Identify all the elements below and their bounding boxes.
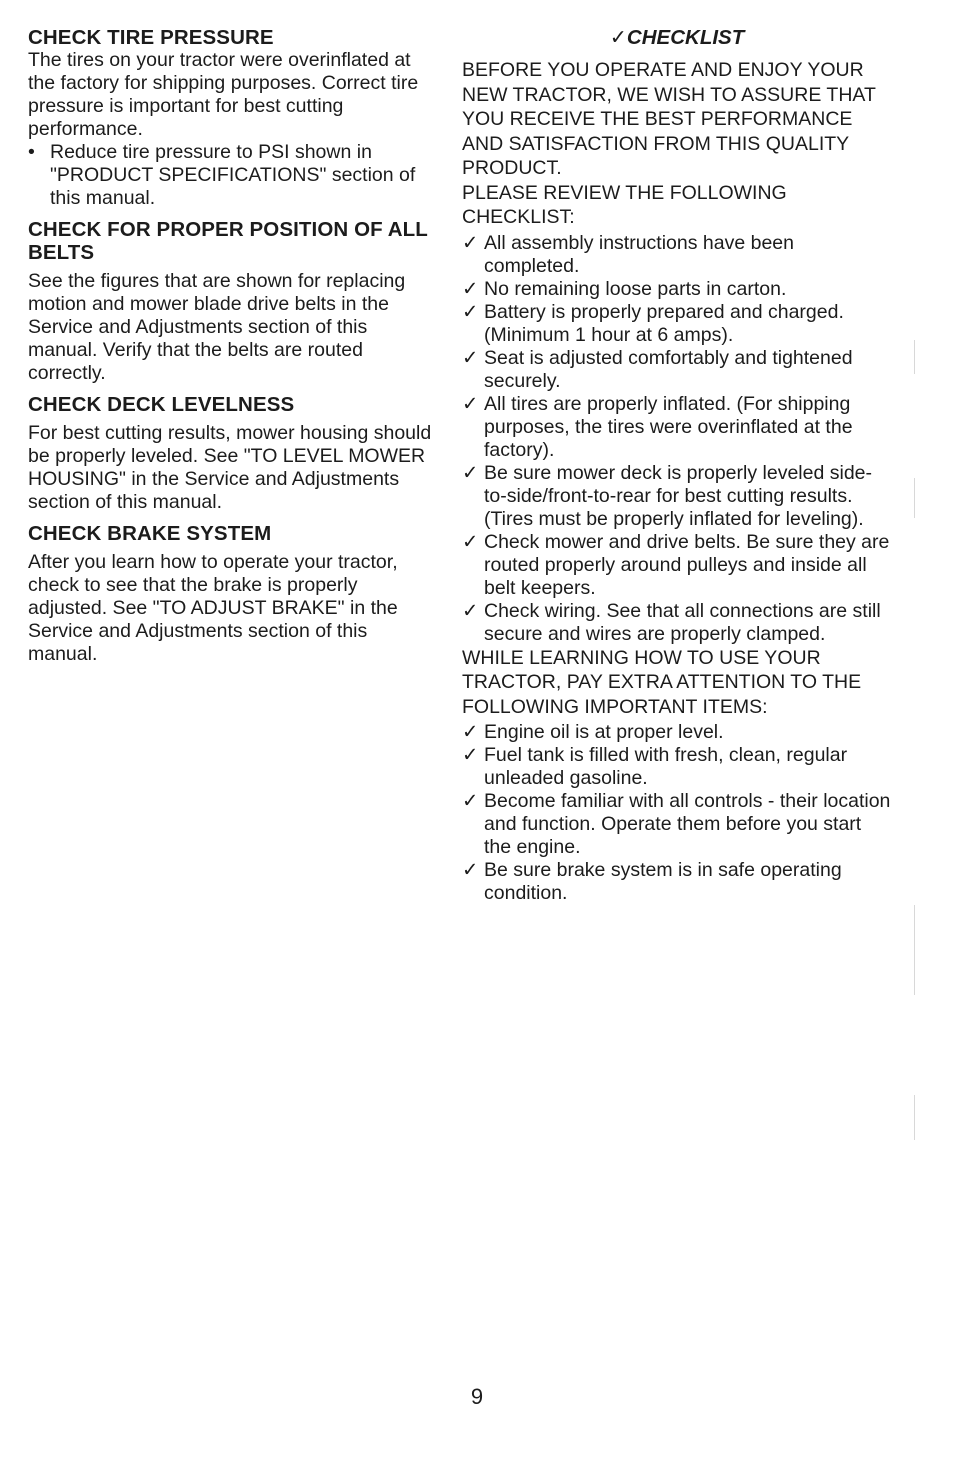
scan-edge-mark (914, 340, 915, 374)
list-item: ✓ Seat is adjusted comfortably and tightened securely. (462, 346, 853, 392)
tire-pressure-bullet (28, 141, 432, 210)
checklist-heading: ✓CHECKLIST (609, 26, 745, 49)
check-icon: ✓ (462, 530, 479, 553)
check-icon: ✓ (462, 599, 479, 622)
list-item: ✓ Engine oil is at proper level. (462, 721, 724, 743)
check-icon: ✓ (462, 277, 479, 300)
list-item: ✓ All tires are properly inflated. (For shipping purposes, the tires were overinflated at the factory). (462, 392, 853, 461)
scan-edge-mark (914, 1095, 915, 1140)
check-icon: ✓ (462, 461, 479, 484)
left-column (28, 26, 432, 666)
check-icon: ✓ (462, 790, 479, 812)
list-item: ✓ Be sure mower deck is properly leveled side-to-side/front-to-rear for best cutting results. (Tires must be properly inflated for leveling). (462, 461, 873, 530)
belts-heading: CHECK FOR PROPER POSITION OF ALL BELTS (28, 218, 428, 264)
list-item: ✓ Fuel tank is filled with fresh, clean, regular unleaded gasoline. (462, 744, 848, 789)
checklist-intro: BEFORE YOU OPERATE AND ENJOY YOUR NEW TRACTOR, WE WISH TO ASSURE THAT YOU RECEIVE THE BEST PERFORMANCE AND SATISFACTION FROM THIS QUALITY PRODUCT. (462, 59, 876, 179)
list-item: ✓ Check mower and drive belts. Be sure they are routed properly around pulleys and inside all belt keepers. (462, 530, 890, 599)
right-column (462, 26, 892, 905)
list-item: ✓ Check wiring. See that all connections are still secure and wires are properly clamped. (462, 599, 881, 645)
deck-levelness-text: For best cutting results, mower housing should be properly leveled. See "TO LEVEL MOWER HOUSING" in the Service and Adjustments section of this manual. (28, 422, 432, 513)
tire-pressure-text: The tires on your tractor were overinflated at the factory for shipping purposes. Correct tire pressure is important for best cutting performance. (28, 49, 419, 140)
important-items-intro: WHILE LEARNING HOW TO USE YOUR TRACTOR, PAY EXTRA ATTENTION TO THE FOLLOWING IMPORTANT ITEMS: (462, 646, 862, 718)
scan-edge-mark (914, 905, 915, 995)
check-icon: ✓ (462, 300, 479, 323)
checklist-review: PLEASE REVIEW THE FOLLOWING CHECKLIST: (462, 181, 787, 228)
list-item: ✓ Battery is properly prepared and charged. (Minimum 1 hour at 6 amps). (462, 300, 844, 346)
check-icon: ✓ (462, 231, 479, 254)
bullet-icon: • (28, 141, 35, 163)
check-icon: ✓ (462, 721, 479, 743)
list-item: ✓ No remaining loose parts in carton. (462, 277, 787, 300)
check-icon: ✓ (462, 744, 479, 766)
list-item: ✓ All assembly instructions have been completed. (462, 231, 794, 277)
brake-system-heading: CHECK BRAKE SYSTEM (28, 522, 272, 545)
check-icon: ✓ (462, 859, 479, 881)
important-items (462, 721, 892, 905)
page-number: 9 (470, 1384, 484, 1409)
check-icon: ✓ (462, 346, 479, 369)
checklist (462, 232, 892, 646)
scan-edge-mark (914, 478, 915, 518)
list-item: ✓ Become familiar with all controls - their location and function. Operate them before you start the engine. (462, 790, 891, 858)
list-item: ✓ Be sure brake system is in safe operating condition. (462, 859, 842, 904)
deck-levelness-heading: CHECK DECK LEVELNESS (28, 393, 295, 416)
check-icon: ✓ (462, 392, 479, 415)
belts-text: See the figures that are shown for replacing motion and mower blade drive belts in the Service and Adjustments section of this manual. Verify that the belts are routed correctly. (28, 270, 406, 384)
tire-pressure-bullet-text: Reduce tire pressure to PSI shown in "PRODUCT SPECIFICATIONS" section of this manual. (50, 141, 416, 209)
brake-system-text: After you learn how to operate your tractor, check to see that the brake is properly adjusted. See "TO ADJUST BRAKE" in the Service and Adjustments section of this manual. (28, 551, 398, 665)
tire-pressure-heading: CHECK TIRE PRESSURE (28, 26, 274, 49)
